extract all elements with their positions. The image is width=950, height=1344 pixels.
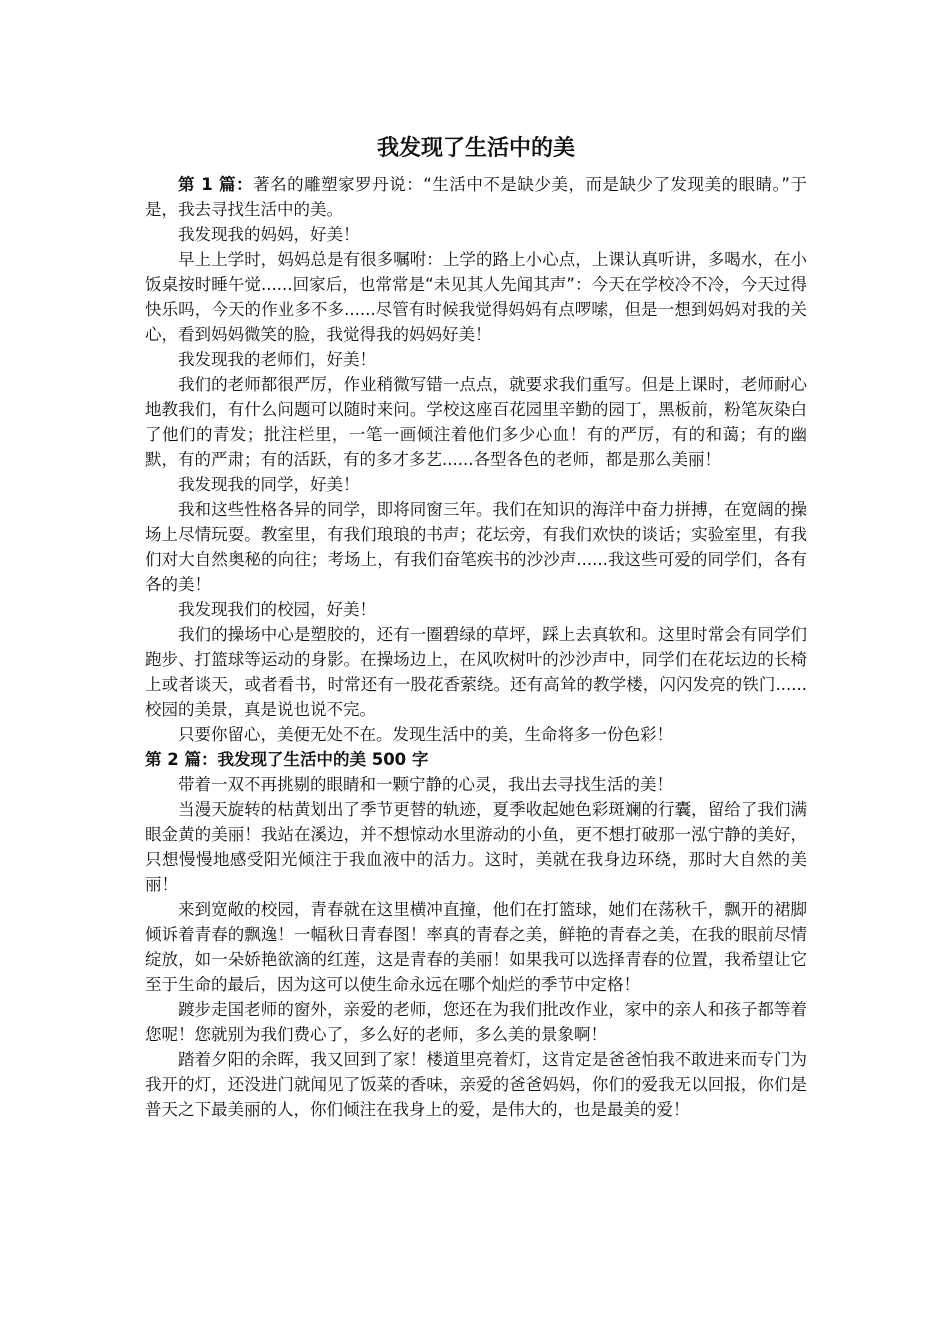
part1-paragraph-3: 早上上学时，妈妈总是有很多嘱咐：上学的路上小心点，上课认真听讲，多喝水，在小饭桌按时睡午觉......回家后，也常常是“未见其人先闻其声”：今天在学校冷不冷，今天过得快乐吗，今天的作业多不多......尽管有时候我觉得妈妈有点啰嗦，但是一想到妈妈对我的关心，看到妈妈微笑的脸，我觉得我的妈妈好美！: [145, 250, 807, 344]
part1-paragraph-6: 我发现我的同学，好美！: [178, 475, 360, 494]
part2-paragraph-1: 带着一双不再挑剔的眼睛和一颗宁静的心灵，我出去寻找生活的美！: [178, 775, 673, 794]
part1-lead: 第 1 篇：: [178, 175, 254, 194]
document-page: [145, 132, 807, 1122]
part1-paragraph-1: [145, 172, 807, 222]
part1-paragraph-5: 我们的老师都很严厉，作业稍微写错一点点，就要求我们重写。但是上课时，老师耐心地教我们，有什么问题可以随时来问。学校这座百花园里辛勤的园丁，黑板前，粉笔灰染白了他们的青发；批注栏里，一笔一画倾注着他们多少心血！有的严厉，有的和蔼；有的幽默，有的严肃；有的活跃，有的多才多艺......各型各色的老师，都是那么美丽！: [145, 375, 807, 469]
part2-paragraph-3: 来到宽敞的校园，青春就在这里横冲直撞，他们在打篮球，她们在荡秋千，飘开的裙脚倾诉着青春的飘逸！一幅秋日青春图！率真的青春之美，鲜艳的青春之美，在我的眼前尽情绽放，如一朵娇艳欲滴的红莲，这是青春的美丽！如果我可以选择青春的位置，我希望让它至于生命的最后，因为这可以使生命永远在哪个灿烂的季节中定格！: [145, 900, 807, 994]
part2-heading: 第 2 篇：我发现了生活中的美 500 字: [145, 750, 429, 769]
part2-paragraph-5: 踏着夕阳的余晖，我又回到了家！楼道里亮着灯，这肯定是爸爸怕我不敢进来而专门为我开的灯，还没进门就闻见了饭菜的香味，亲爱的爸爸妈妈，你们的爱我无以回报，你们是普天之下最美丽的人，你们倾注在我身上的爱，是伟大的，也是最美的爱！: [145, 1050, 807, 1119]
part1-paragraph-9: 我们的操场中心是塑胶的，还有一圈碧绿的草坪，踩上去真软和。这里时常会有同学们跑步、打篮球等运动的身影。在操场边上，在风吹树叶的沙沙声中，同学们在花坛边的长椅上或者谈天，或者看书，时常还有一股花香萦绕。还有高耸的教学楼，闪闪发亮的铁门......校园的美景，真是说也说不完。: [145, 625, 807, 719]
page-title: 我发现了生活中的美: [376, 136, 575, 161]
part2-paragraph-4: 踱步走国老师的窗外，亲爱的老师，您还在为我们批改作业，家中的亲人和孩子都等着您呢！您就别为我们费心了，多么好的老师，多么美的景象啊！: [145, 1000, 807, 1044]
part1-paragraph-2: 我发现我的妈妈，好美！: [178, 225, 360, 244]
part2-paragraph-2: 当漫天旋转的枯黄划出了季节更替的轨迹，夏季收起她色彩斑斓的行囊，留给了我们满眼金黄的美丽！我站在溪边，并不想惊动水里游动的小鱼，更不想打破那一泓宁静的美好，只想慢慢地感受阳光倾注于我血液中的活力。这时，美就在我身边环绕，那时大自然的美丽！: [145, 800, 807, 894]
part1-paragraph-10: 只要你留心，美便无处不在。发现生活中的美，生命将多一份色彩！: [178, 725, 673, 744]
part1-paragraph-4: 我发现我的老师们，好美！: [178, 350, 376, 369]
part1-paragraph-8: 我发现我们的校园，好美！: [178, 600, 376, 619]
part1-paragraph-1-text: 著名的雕塑家罗丹说：“生活中不是缺少美，而是缺少了发现美的眼睛。”于是，我去寻找生活中的美。: [145, 175, 807, 219]
part1-paragraph-7: 我和这些性格各异的同学，即将同窗三年。我们在知识的海洋中奋力拼搏，在宽阔的操场上尽情玩耍。教室里，有我们琅琅的书声；花坛旁，有我们欢快的谈话；实验室里，有我们对大自然奥秘的向往；考场上，有我们奋笔疾书的沙沙声......我这些可爱的同学们，各有各的美！: [145, 500, 807, 594]
